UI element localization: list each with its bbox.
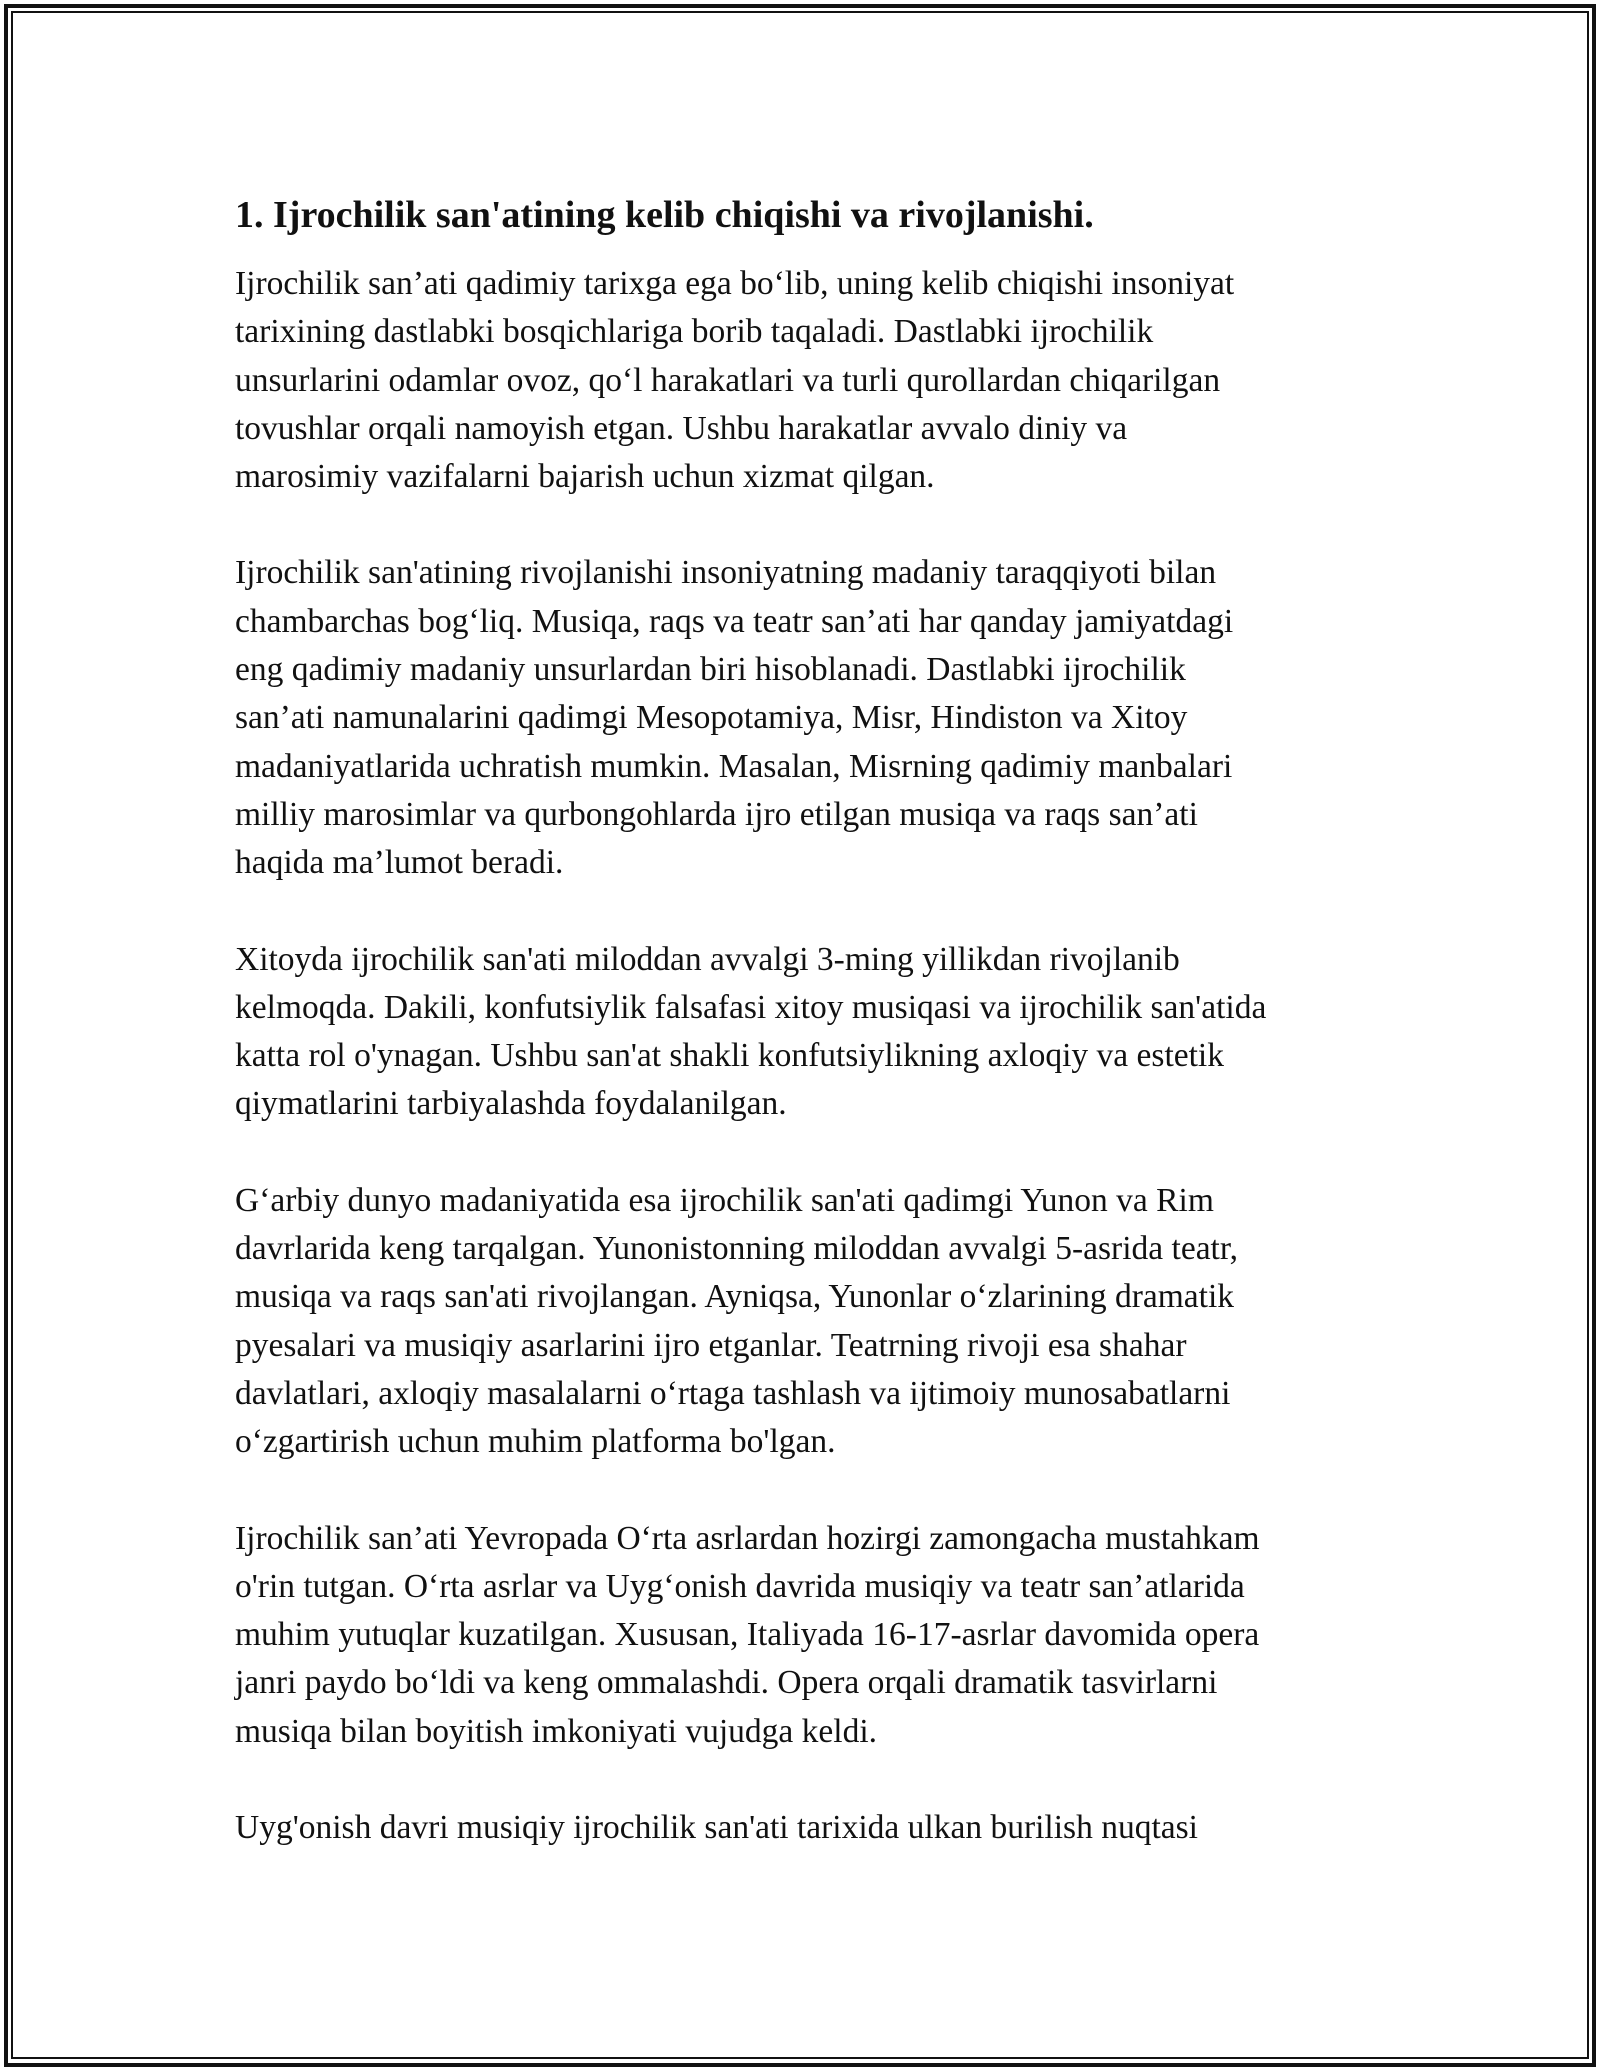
paragraph: Ijrochilik san’ati qadimiy tarixga ega bo‘lib, uning kelib chiqishi insoniyat tarixining dastlabki bosqichlariga borib taqaladi. Dastlabki ijrochilik unsurlarini odamlar ovoz, qo‘l harakatlari va turli qurollardan chiqarilgan tovushlar orqali namoyish etgan. Ushbu harakatlar avvalo diniy va marosimiy vazifalarni bajarish uchun xizmat qilgan. — [235, 265, 1235, 496]
document-body — [235, 190, 1375, 1900]
paragraph: Ijrochilik san'atining rivojlanishi insoniyatning madaniy taraqqiyoti bilan chambarchas bog‘liq. Musiqa, raqs va teatr san’ati har qanday jamiyatdagi eng qadimiy madaniy unsurlardan biri hisoblanadi. Dastlabki ijrochilik san’ati namunalarini qadimgi Mesopotamiya, Misr, Hindiston va Xitoy madaniyatlarida uchratish mumkin. Masalan, Misrning qadimiy manbalari milliy marosimlar va qurbongohlarda ijro etilgan musiqa va raqs san’ati haqida ma’lumot beradi. — [235, 554, 1234, 882]
paragraph: Xitoyda ijrochilik san'ati miloddan avvalgi 3-ming yillikdan rivojlanib kelmoqda. Dakili, konfutsiylik falsafasi xitoy musiqasi va ijrochilik san'atida katta rol o'ynagan. Ushbu san'at shakli konfutsiylikning axloqiy va estetik qiymatlarini tarbiyalashda foydalanilgan. — [235, 940, 1267, 1123]
section-heading: 1. Ijrochilik san'atining kelib chiqishi va rivojlanishi. — [235, 194, 1094, 236]
paragraph: Ijrochilik san’ati Yevropada O‘rta asrlardan hozirgi zamongacha mustahkam o'rin tutgan. O‘rta asrlar va Uyg‘onish davrida musiqiy va teatr san’atlarida muhim yutuqlar kuzatilgan. Xususan, Italiyada 16-17-asrlar davomida opera janri paydo bo‘ldi va keng ommalashdi. Opera orqali dramatik tasvirlarni musiqa bilan boyitish imkoniyati vujudga keldi. — [235, 1519, 1260, 1750]
paragraph: Uyg'onish davri musiqiy ijrochilik san'ati tarixida ulkan burilish nuqtasi — [235, 1809, 1198, 1847]
paragraph: G‘arbiy dunyo madaniyatida esa ijrochilik san'ati qadimgi Yunon va Rim davrlarida keng tarqalgan. Yunonistonning miloddan avvalgi 5-asrida teatr, musiqa va raqs san'ati rivojlangan. Ayniqsa, Yunonlar o‘zlarining dramatik pyesalari va musiqiy asarlarini ijro etganlar. Teatrning rivoji esa shahar davlatlari, axloqiy masalalarni o‘rtaga tashlash va ijtimoiy munosabatlarni o‘zgartirish uchun muhim platforma bo'lgan. — [235, 1181, 1239, 1461]
